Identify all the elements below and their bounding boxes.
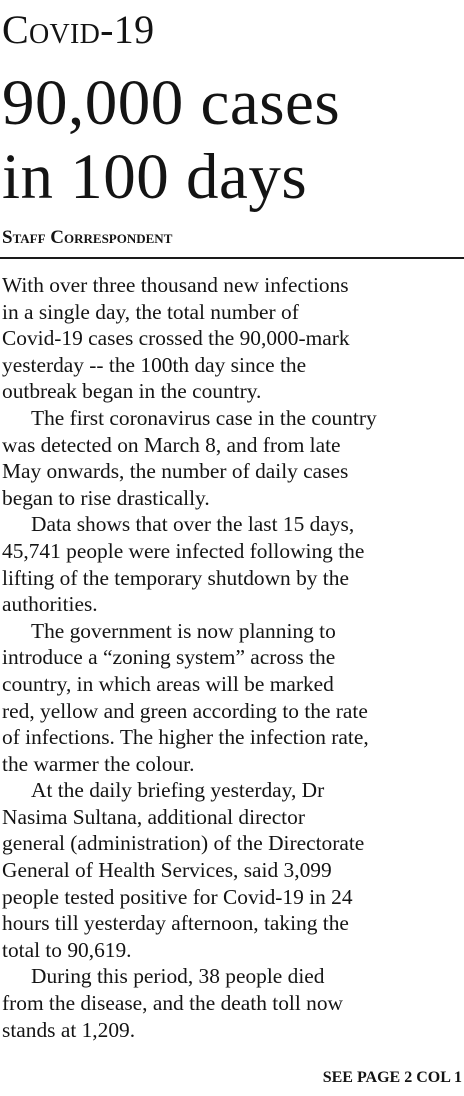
headline-line-2: in 100 days [2,141,308,213]
paragraph-4-line-5: of infections. The higher the infection rate, [2,725,369,750]
paragraph-3-line-1: Data shows that over the last 15 days, [31,512,355,537]
paragraph-3-line-3: lifting of the temporary shutdown by the [2,565,349,590]
paragraph-5-line-6: hours till yesterday afternoon, taking the [2,911,349,936]
paragraph-3-line-4: authorities. [2,592,98,617]
continuation-note: SEE PAGE 2 COL 1 [322,1069,462,1086]
paragraph-4-line-4: red, yellow and green according to the rate [2,698,368,723]
paragraph-5-line-1: At the daily briefing yesterday, Dr [31,778,325,803]
paragraph-4-line-6: the warmer the colour. [2,751,195,776]
paragraph-1-line-2: in a single day, the total number of [2,299,299,324]
byline: Staff Correspondent [2,227,173,248]
section-label: Covid-19 [2,7,155,52]
paragraph-6-line-2: from the disease, and the death toll now [2,991,343,1016]
paragraph-2-line-4: began to rise drastically. [2,485,210,510]
paragraph-5-line-4: General of Health Services, said 3,099 [2,858,332,883]
paragraph-2-line-1: The first coronavirus case in the country [31,405,377,430]
article-body [2,272,464,1043]
paragraph-4-line-2: introduce a “zoning system” across the [2,645,336,670]
paragraph-5-line-3: general (administration) of the Directorate [2,831,365,856]
paragraph-6-line-1: During this period, 38 people died [31,964,325,989]
paragraph-2-line-3: May onwards, the number of daily cases [2,459,349,484]
divider-rule [0,257,464,259]
paragraph-1-line-1: With over three thousand new infections [2,273,349,297]
paragraph-3-line-2: 45,741 people were infected following the [2,538,365,563]
paragraph-1-line-4: yesterday -- the 100th day since the [2,352,307,377]
headline [2,66,340,214]
paragraph-6-line-3: stands at 1,209. [2,1017,136,1042]
paragraph-4-line-1: The government is now planning to [31,618,336,643]
paragraph-1-line-5: outbreak began in the country. [2,379,262,404]
paragraph-2-line-2: was detected on March 8, and from late [2,432,341,457]
paragraph-1-line-3: Covid-19 cases crossed the 90,000-mark [2,326,350,351]
paragraph-5-line-5: people tested positive for Covid-19 in 24 [2,884,353,909]
paragraph-4-line-3: country, in which areas will be marked [2,671,334,696]
paragraph-5-line-2: Nasima Sultana, additional director [2,804,305,829]
paragraph-5-line-7: total to 90,619. [2,937,132,962]
headline-line-1: 90,000 cases [2,67,341,139]
